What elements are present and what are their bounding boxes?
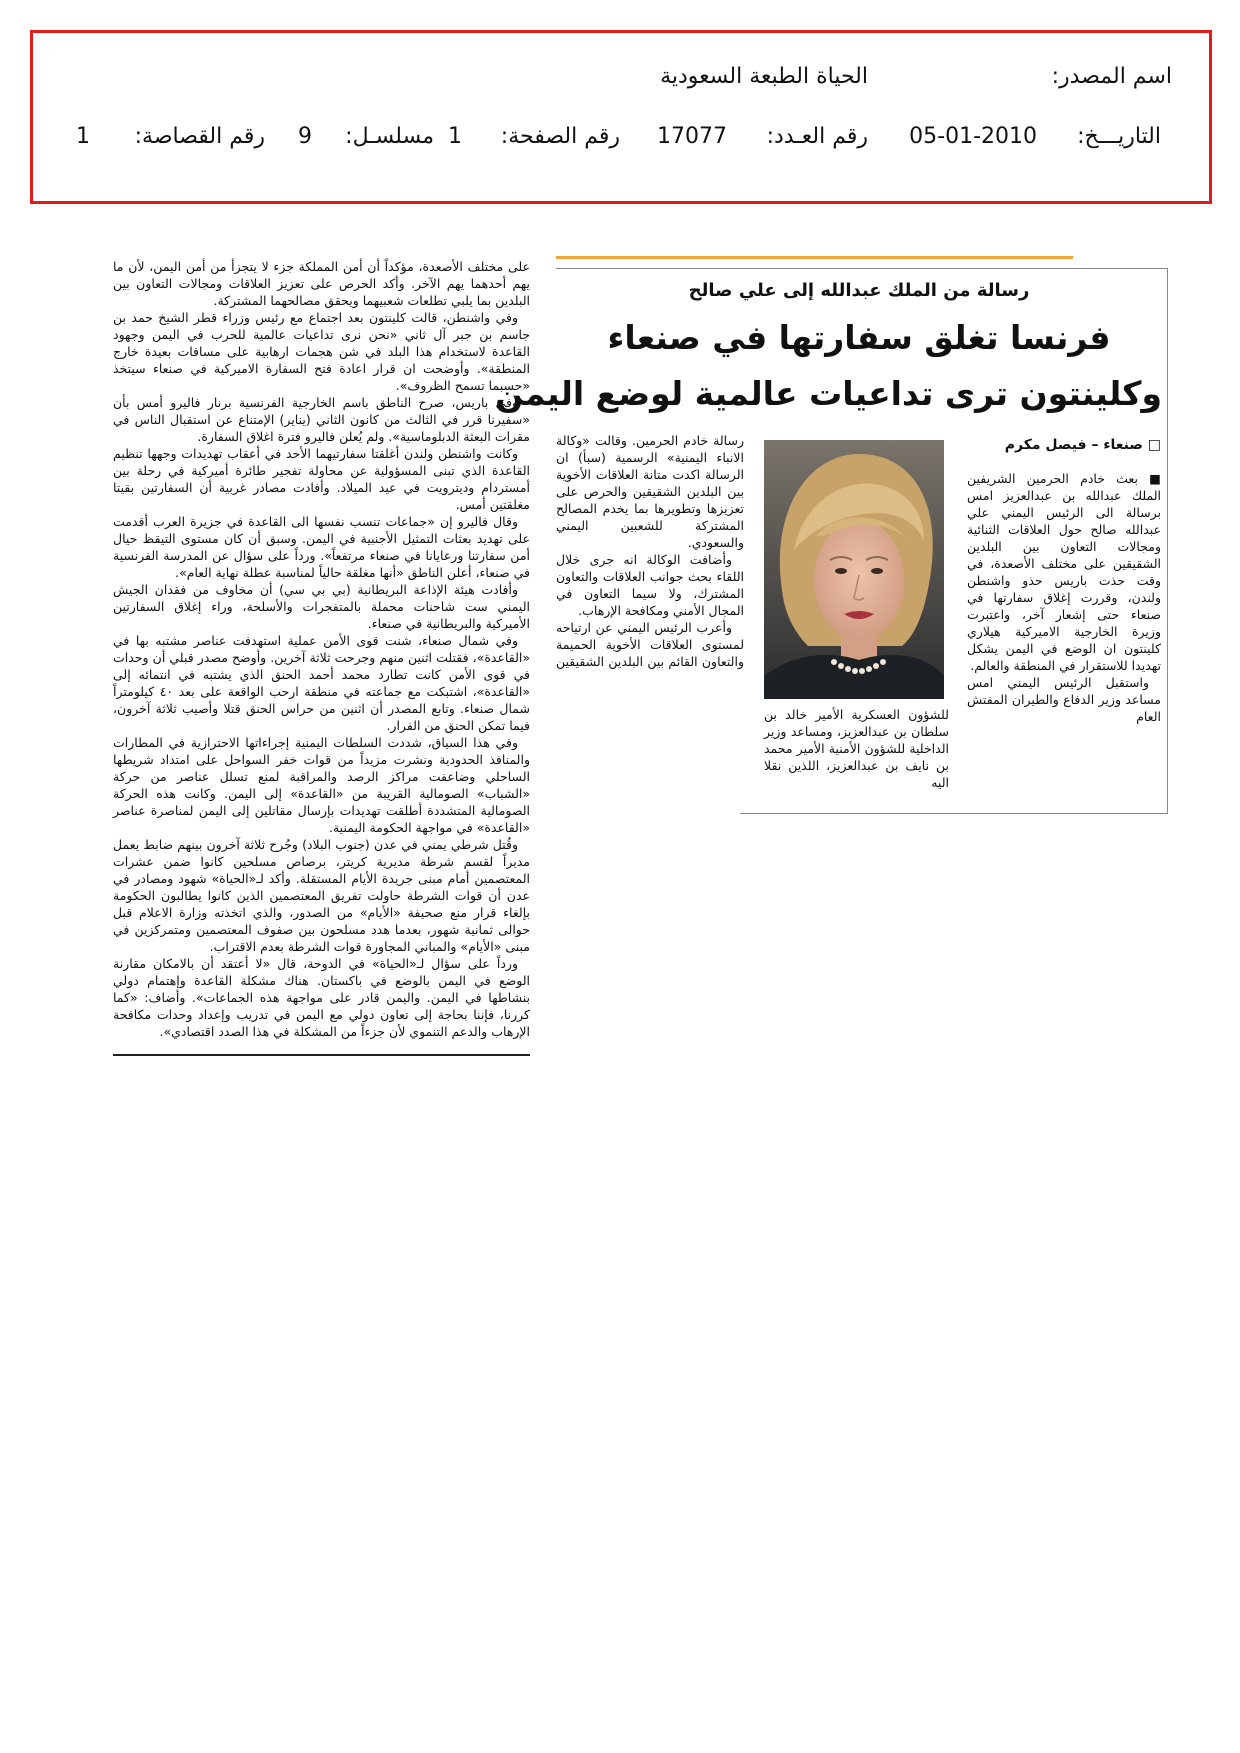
article-paragraph: ورداً على سؤال لـ«الحياة» في الدوحة، قال «لا أعتقد أن بالامكان مقارنة الوضع في اليمن بالوضع في باكستان. هناك مشكلة القاعدة وإهتمام دولي بنشاطها في اليمن. واليمن قادر على مواجهة هذه الجماعات». وأضاف: «كما كررنا، فإننا بحاجة إلى تعاون دولي مع اليمن في تدريب وإعداد وحدات مكافحة الإرهاب والدعم التنموي لأن جزءاً من المشكلة في هذا الصدد اقتصادي».: [113, 956, 530, 1039]
issue-label: رقم العـدد:: [766, 124, 868, 149]
article-paragraph: وفي باريس، صرح الناطق باسم الخارجية الفرنسية برنار فاليرو أمس بأن «سفيرنا قرر في الثالث من كانون الثاني (يناير) الإمتناع عن استقبال الناس في مقرات البعثة الدبلوماسية». ولم يُعلن فاليرو فترة اغلاق السفارة.: [113, 395, 530, 444]
article-paragraph: وأضافت الوكالة انه جرى خلال اللقاء بحث جوانب العلاقات والتعاون المشترك، ولا سيما التعاون في المجال الأمني ومكافحة الإرهاب.: [556, 552, 744, 618]
article-paragraph: وفي شمال صنعاء، شنت قوى الأمن عملية استهدفت عناصر مشتبه بها في «القاعدة»، فقتلت اثنين منهم وجرحت ثلاثة آخرين. وأوضح مصدر قبلي أن وحدات في قوى الأمن كانت تطارد محمد أحمد الحنق الذي يشتبه في انتمائه إلى «القاعدة»، اشتبكت مع جماعته في منطقة ارحب الواقعة على بعد ٤٠ كيلومتراً شمال صنعاء. وتابع المصدر أن اثنين من حراس الحنق قتلا وأصيب ثلاثة آخرون، فيما تمكن الحنق من الفرار.: [113, 633, 530, 733]
byline: □ صنعاء – فيصل مكرم: [1004, 437, 1161, 453]
clip-number-label: رقم القصاصة:: [134, 124, 265, 149]
source-value: الحياة الطبعة السعودية: [660, 64, 868, 89]
date-value: 05-01-2010: [909, 124, 1037, 149]
article-paragraph: على مختلف الأصعدة، مؤكداً أن أمن المملكة جزء لا يتجزأ من أمن اليمن، لأن ما يهم أحدهما يهم الآخر. وأكد الحرص على تعزيز العلاقات ومجالات التعاون بين البلدين بما يلبي تطلعات شعبيهما ويحقق مصالحهما المشتركة.: [113, 259, 530, 308]
source-label: اسم المصدر:: [1051, 64, 1172, 89]
article-paragraph: وفي هذا السياق، شددت السلطات اليمنية إجراءاتها الاحترازية في المطارات والمنافذ الحدودية ونشرت مزيداً من قوات خفر السواحل على امتداد شريطها الساحلي وضاعفت مراكز الرصد والمراقبة لمنع تسلل عناصر من حركة «الشباب» الصومالية القريبة من «القاعدة» إلى اليمن. وكانت هذه الحركة الصومالية المتشددة أطلقت تهديدات بإرسال مقاتلين إلى اليمن لمناصرة عناصر «القاعدة» في مواجهة الحكومة اليمنية.: [113, 735, 530, 835]
date-label: التاريـــخ:: [1077, 124, 1161, 149]
article-paragraph: للشؤون العسكرية الأمير خالد بن سلطان بن عبدالعزيز، ومساعد وزير الداخلية للشؤون الأمنية الأمير محمد بن نايف بن عبدالعزيز، اللذين نقلا اليه: [764, 707, 949, 790]
article-paragraph: واستقبل الرئيس اليمني امس مساعد وزير الدفاع والطيران المفتش العام: [967, 675, 1161, 724]
page-number-value: 1: [448, 124, 462, 149]
article-paragraph: وقال فاليرو إن «جماعات تنسب نفسها الى القاعدة في جزيرة العرب أقدمت على تهديد بعثات التمثيل الأجنبية في اليمن. وسبق أن كان مستوى التيقظ حيال أمن سفارتنا ورعايانا في صنعاء مرتفعاً». ورداً على سؤال عن المدرسة الفرنسية في صنعاء، أعلن الناطق «أنها مغلقة حالياً لمناسبة عطلة نهاية العام».: [113, 514, 530, 580]
clipping-metadata-box: [30, 30, 1212, 204]
article-paragraph: وقُتل شرطي يمني في عدن (جنوب البلاد) وجُرح ثلاثة آخرون بينهم ضابط يعمل مديراً لقسم شرطة مديرية كريتر، برصاص مسلحين كانوا ضمن عشرات المعتصمين أمام مبنى جريدة الأيام المستقلة. وأكد لـ«الحياة» شهود ومصادر في عدن أن قوات الشرطة حاولت تفريق المعتصمين الذين كانوا يطالبون الحكومة بإلغاء قرار منع صحيفة «الأيام» من الصدور، والذي اتخذته وزارة الاعلام قبل حوالى ثمانية شهور، بعدما هدد مسلحون بين صفوف المعتصمين ومتمركزين في مبنى «الأيام» والمباني المجاورة قوات الشرطة بعدم الاقتراب.: [113, 837, 530, 954]
article-column-2: [764, 706, 949, 791]
serial-value: 9: [298, 124, 312, 149]
headline-line-2: وكلينتون ترى تداعيات عالمية لوضع اليمن: [495, 374, 1162, 413]
article-paragraph: ■ بعث خادم الحرمين الشريفين الملك عبدالله بن عبدالعزيز امس برسالة الى الرئيس اليمني علي عبدالله صالح حول العلاقات الثنائية ومجالات التعاون بين البلدين الشقيقين على مختلف الأصعدة، في وقت حذت باريس حذو واشنطن ولندن، وقررت إغلاق سفارتها في صنعاء حتى إشعار آخر، واعتبرت وزيرة الخارجية الاميركية هيلاري كلينتون ان الوضع في اليمن يشكل تهديدا للاستقرار في المنطقة والعالم.: [967, 471, 1161, 673]
article-column-1: [967, 470, 1161, 725]
issue-value: 17077: [657, 124, 727, 149]
article-frame-bottom-rule: [740, 813, 1168, 814]
article-paragraph: وأعرب الرئيس اليمني عن ارتياحه لمستوى العلاقات الأخوية الحميمة والتعاون القائم بين البلدين الشقيقين: [556, 620, 744, 669]
article-frame-right-rule: [1167, 268, 1168, 814]
article-photo: [764, 440, 944, 699]
article-kicker: رسالة من الملك عبدالله إلى علي صالح: [688, 280, 1030, 301]
article-paragraph: وكانت واشنطن ولندن أغلقتا سفارتيهما الأحد في أعقاب تهديدات وجهها تنظيم القاعدة الذي تبنى المسؤولية عن محاولة تفجير طائرة أميركية في رحلة بين أمستردام وديترويت في عيد الميلاد. وأفادت مصادر غربية أن السفارتين بقيتا مغلقتين أمس.: [113, 446, 530, 512]
accent-rule: [556, 256, 1073, 259]
article-paragraph: رسالة خادم الحرمين. وقالت «وكالة الانباء اليمنية» الرسمية (سبأ) ان الرسالة اكدت متانة العلاقات الأخوية بين البلدين الشقيقين والحرص على تعزيزها وتطويرها بما يخدم المصالح المشتركة للشعبين اليمني والسعودي.: [556, 433, 744, 550]
article-column-3: [556, 432, 744, 670]
article-paragraph: وأفادت هيئة الإذاعة البريطانية (بي بي سي) أن مخاوف من فقدان الجيش اليمني ست شاحنات محملة بالمتفجرات والأسلحة، وراء إغلاق السفارتين الأميركية والبريطانية في صنعاء.: [113, 582, 530, 631]
page-number-label: رقم الصفحة:: [500, 124, 620, 149]
clip-number-value: 1: [76, 124, 90, 149]
headline-line-1: فرنسا تغلق سفارتها في صنعاء: [607, 318, 1111, 357]
article-paragraph: وفي واشنطن، قالت كلينتون بعد اجتماع مع رئيس وزراء قطر الشيخ حمد بن جاسم بن جبر آل ثاني «نحن نرى تداعيات عالمية للحرب في اليمن وجهود القاعدة لاستخدام هذا البلد في شن هجمات ارهابية على مسافات بعيدة خارج المنطقة». وأوضحت ان قرار اعادة فتح السفارة الاميركية في صنعاء سيتخذ «حسبما تسمح الظروف».: [113, 310, 530, 393]
article-continuation-column: [113, 258, 530, 1056]
article-frame-top-rule: [556, 268, 1168, 269]
serial-label: مسلسـل:: [345, 124, 434, 149]
